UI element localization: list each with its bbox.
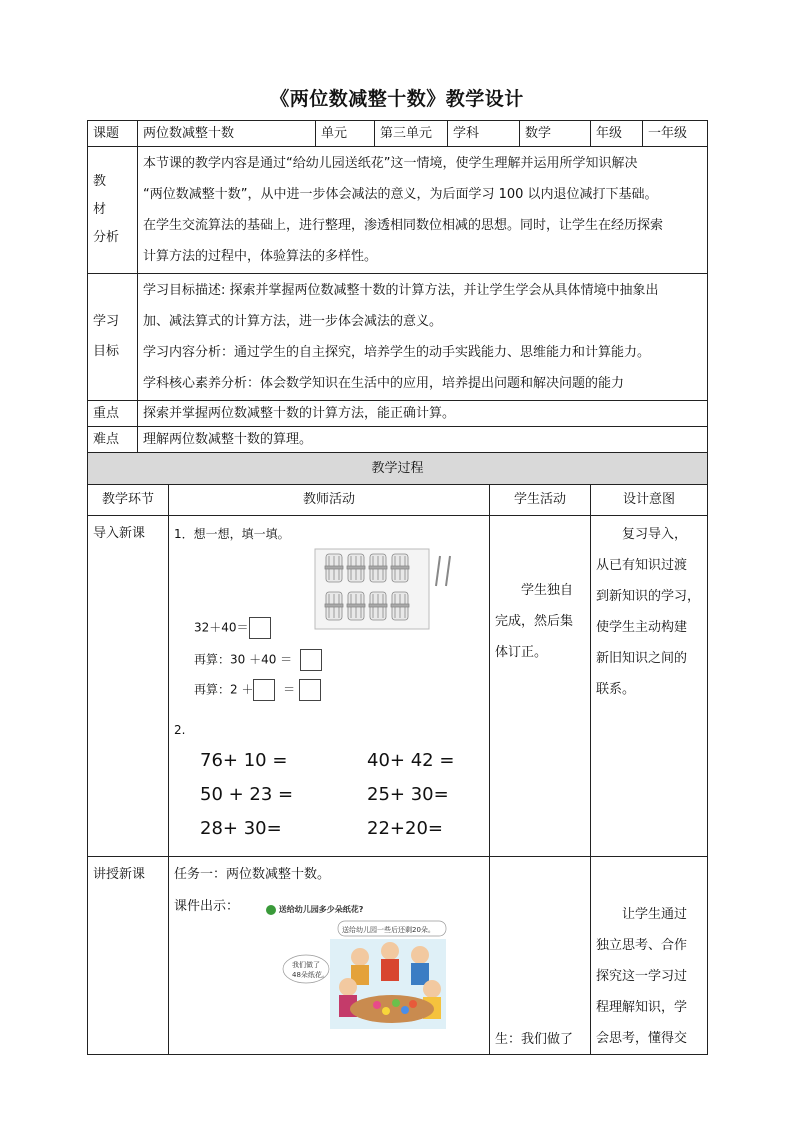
teach-student-text: 生：我们做了 — [495, 1032, 574, 1047]
exercise: 40+ 42 = — [367, 750, 455, 771]
answer-box[interactable] — [249, 617, 271, 639]
stick-bundle — [391, 592, 409, 620]
intro-teacher-activity — [169, 516, 490, 857]
exercise: 22+20= — [367, 818, 443, 839]
intent-line: 到新知识的学习， — [596, 589, 701, 604]
intro-eq-c-equals: ＝ — [283, 682, 296, 697]
green-dot-icon — [266, 905, 276, 915]
intent-line: 让学生通过 — [622, 907, 688, 922]
student-line: 体订正。 — [495, 645, 548, 660]
stick-bundle — [391, 554, 409, 582]
answer-box[interactable] — [299, 679, 321, 701]
document-title: 《两位数减整十数》教学设计 — [270, 88, 524, 110]
col-student: 学生活动 — [490, 485, 591, 516]
picture-bubble-2a: 我们做了 — [292, 961, 320, 969]
key-point-text: 探索并掌握两位数减整十数的计算方法，能正确计算。 — [138, 401, 708, 427]
lesson-info-table — [87, 120, 708, 453]
grade-value: 一年级 — [643, 121, 708, 147]
intent-line: 独立思考、合作 — [596, 938, 688, 953]
goals-label — [88, 274, 138, 401]
analysis-label — [88, 147, 138, 274]
intro-student-activity — [490, 516, 591, 857]
teach-stage: 讲授新课 — [88, 857, 169, 1055]
analysis-line: “两位数减整十数”，从中进一步体会减法的意义，为后面学习 100 以内退位减打下基础。 — [143, 187, 658, 202]
intent-line: 使学生主动构建 — [596, 620, 688, 635]
col-teacher: 教师活动 — [169, 485, 490, 516]
answer-box[interactable] — [300, 649, 322, 671]
key-point-label: 重点 — [88, 401, 138, 427]
intent-line: 会思考，懂得交 — [596, 1031, 688, 1046]
stick-bundle — [325, 592, 343, 620]
unit-label: 单元 — [316, 121, 375, 147]
teaching-process-table — [87, 452, 708, 1055]
exercise: 28+ 30= — [200, 818, 282, 839]
grade-label: 年级 — [591, 121, 643, 147]
picture-bubble-1: 送给幼儿园一些后还剩20朵。 — [342, 926, 435, 934]
intro-q1-title: 1．想一想，填一填。 — [174, 527, 290, 541]
topic-label: 课题 — [88, 121, 138, 147]
picture-bubble-2b: 48朵纸花。 — [292, 971, 329, 979]
goals-label-line2: 目标 — [93, 344, 120, 359]
goals-line: 学习内容分析：通过学生的自主探究，培养学生的动手实践能力、思维能力和计算能力。 — [143, 345, 651, 360]
children-making-flowers-picture — [282, 917, 452, 1029]
process-header: 教学过程 — [88, 453, 708, 485]
intro-eq-c — [194, 679, 321, 701]
single-stick — [436, 556, 440, 586]
picture-question-text: 送给幼儿园多少朵纸花? — [278, 905, 364, 914]
stick-bundle — [347, 554, 365, 582]
intent-line: 复习导入， — [622, 527, 688, 542]
col-stage: 教学环节 — [88, 485, 169, 516]
col-intent: 设计意图 — [591, 485, 708, 516]
goals-content — [138, 274, 708, 401]
analysis-label-line2: 分析 — [93, 230, 120, 245]
goals-line: 学习目标描述: 探索并掌握两位数减整十数的计算方法，并让学生学会从具体情境中抽象出 — [143, 283, 659, 298]
stick-bundle — [347, 592, 365, 620]
intent-line: 程理解知识，学 — [596, 1000, 688, 1015]
intro-q2-title: 2. — [174, 723, 186, 737]
intro-design-intent — [591, 516, 708, 857]
analysis-label-line1: 教 材 — [93, 174, 115, 217]
exercise: 50 + 23 = — [200, 784, 294, 805]
goals-label-line1: 学习 — [93, 314, 120, 329]
teach-teacher-activity — [169, 857, 490, 1055]
subject-label: 学科 — [448, 121, 520, 147]
analysis-line: 本节课的教学内容是通过“给幼儿园送纸花”这一情境，使学生理解并运用所学知识解决 — [143, 156, 638, 171]
goals-line: 学科核心素养分析：体会数学知识在生活中的应用，培养提出问题和解决问题的能力 — [143, 376, 625, 391]
intent-line: 联系。 — [596, 682, 636, 697]
teach-design-intent — [591, 857, 708, 1055]
intent-line: 探究这一学习过 — [596, 969, 688, 984]
unit-value: 第三单元 — [375, 121, 448, 147]
teach-show-label: 课件出示： — [174, 899, 240, 914]
stick-bundle — [369, 592, 387, 620]
topic-value: 两位数减整十数 — [138, 121, 316, 147]
student-line: 完成，然后集 — [495, 614, 574, 629]
intro-eq-a — [194, 617, 271, 639]
single-stick — [446, 556, 450, 586]
stick-bundles-picture — [314, 548, 464, 630]
intent-line: 从已有知识过渡 — [596, 558, 688, 573]
student-line: 学生独自 — [521, 583, 574, 598]
intro-eq-c-text: 再算：2 ＋ — [194, 682, 254, 697]
difficulty-label: 难点 — [88, 427, 138, 453]
teach-student-activity — [490, 857, 591, 1055]
analysis-content — [138, 147, 708, 274]
intro-eq-b — [194, 649, 322, 671]
intro-eq-b-text: 再算：30 ＋40 ＝ — [194, 652, 293, 667]
teach-task: 任务一：两位数减整十数。 — [174, 867, 331, 882]
stick-bundle — [369, 554, 387, 582]
answer-box[interactable] — [253, 679, 275, 701]
intent-line: 新旧知识之间的 — [596, 651, 688, 666]
intro-eq-a-text: 32＋40＝ — [194, 620, 249, 635]
intro-stage: 导入新课 — [88, 516, 169, 857]
goals-line: 加、减法算式的计算方法，进一步体会减法的意义。 — [143, 314, 443, 329]
subject-value: 数学 — [520, 121, 591, 147]
analysis-line: 在学生交流算法的基础上，进行整理，渗透相同数位相减的思想。同时，让学生在经历探索 — [143, 218, 664, 233]
stick-bundle — [325, 554, 343, 582]
analysis-line: 计算方法的过程中，体验算法的多样性。 — [143, 249, 378, 264]
exercise: 25+ 30= — [367, 784, 449, 805]
difficulty-text: 理解两位数减整十数的算理。 — [138, 427, 708, 453]
exercise: 76+ 10 = — [200, 750, 288, 771]
